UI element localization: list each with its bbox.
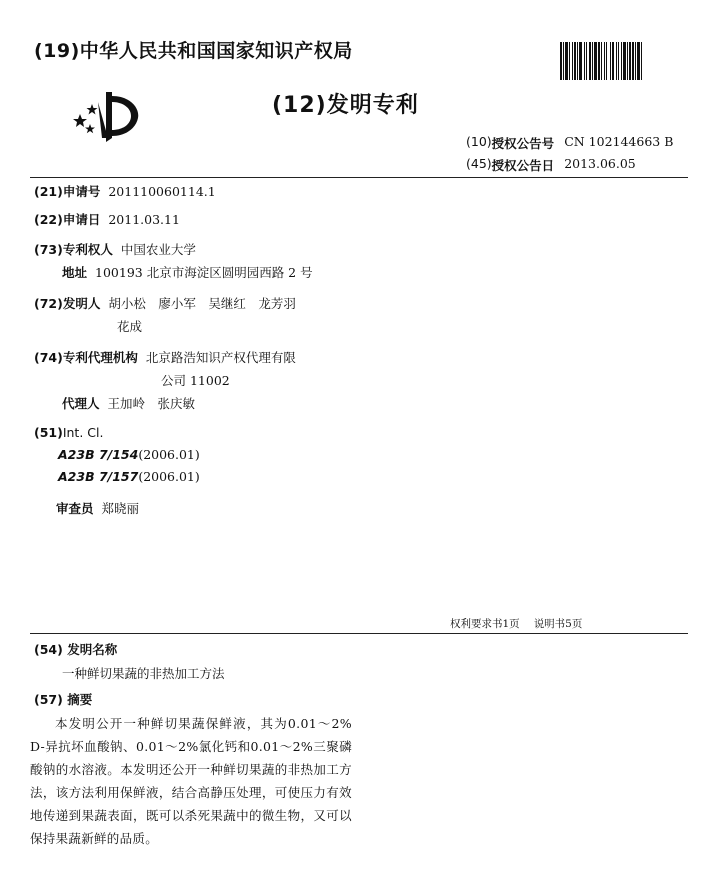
field-value: 王加岭 张庆敏 [107,396,196,411]
header-divider [30,177,688,178]
grant-date-code: (45) [466,156,492,171]
inventors [34,294,296,312]
grant-date-label: 授权公告日 [491,158,555,173]
patent-agency-continued [161,371,230,389]
ipc-code: A23B 7/154 [58,447,139,462]
field-label: 代理人 [62,396,100,411]
ipc-code: A23B 7/157 [58,469,139,484]
invention-title: 一种鲜切果蔬的非热加工方法 [62,666,225,681]
ipc-entry [58,447,200,462]
claims-page-count: 权利要求书1页 [450,618,520,630]
field-code: (72) [34,296,63,311]
barcode [560,42,688,80]
document-type: (12)发明专利 [272,93,419,118]
application-date [34,210,180,228]
field-code: (21) [34,184,63,199]
field-label: 申请号 [62,184,101,199]
field-value: 100193 北京市海淀区圆明园西路 2 号 [95,265,313,280]
field-label: 申请日 [62,212,101,227]
field-value: 北京路浩知识产权代理有限 [145,350,296,365]
int-cl [34,425,103,440]
ipc-version: (2006.01) [138,469,200,484]
logo-star [73,114,87,127]
field-value: 胡小松 廖小军 吴继红 龙芳羽 [108,296,296,311]
grant-date-value: 2013.06.05 [564,156,636,171]
field-label: 地址 [62,265,88,280]
barcode-stripe [642,42,644,80]
section-divider [30,633,688,634]
field-label: 发明人 [62,296,101,311]
grant-number-value: CN 102144663 B [564,134,674,149]
field-code: (22) [34,212,63,227]
grant-number-code: (10) [466,134,492,149]
field-value: 公司 11002 [161,373,230,388]
field-label: 发明名称 [67,642,118,657]
grant-number-row [466,134,673,152]
field-value: 201110060114.1 [108,184,216,199]
field-value: 花成 [117,319,143,334]
ipc-version: (2006.01) [138,447,200,462]
issuing-office: (19)中华人民共和国国家知识产权局 [34,40,353,62]
field-code: (54) [34,642,63,657]
field-code: (57) [34,692,63,707]
description-page-count: 说明书5页 [533,618,583,630]
field-value: 郑晓丽 [101,501,140,516]
grant-date-row [466,156,636,174]
patentee-address [62,263,313,281]
field-label: 专利权人 [62,242,113,257]
inventors-continued [117,317,142,335]
application-number [34,182,216,200]
logo-star [85,124,95,133]
logo-emblem [112,96,138,136]
abstract-text: 本发明公开一种鲜切果蔬保鲜液，其为0.01～2% D-异抗坏血酸钠、0.01～2%氯化钙和0.01～2%三聚磷酸钠的水溶液。本发明还公开一种鲜切果蔬的非热加工方法，该方法利用保鲜液，结合高静压处理，可使压力有效地传递到果蔬表面，既可以杀死果蔬中的微生物，又可以保持果蔬新鲜的品质。 [30,716,352,846]
page-counts [450,616,582,631]
patent-agent [62,394,195,412]
field-value: 中国农业大学 [120,242,196,257]
field-label: Int. Cl. [62,425,104,440]
examiner [56,499,139,517]
patent-office-logo [68,86,148,146]
logo-star [87,104,98,115]
patent-agency [34,348,296,366]
invention-title-label [34,640,117,658]
field-code: (74) [34,350,63,365]
field-label: 专利代理机构 [62,350,138,365]
field-label: 摘要 [67,692,93,707]
field-code: (51) [34,425,63,440]
abstract-label [34,690,92,708]
field-label: 审查员 [56,501,94,516]
ipc-entry [58,469,200,484]
field-value: 2011.03.11 [108,212,180,227]
grant-number-label: 授权公告号 [491,136,555,151]
field-code: (73) [34,242,63,257]
patentee [34,240,196,258]
